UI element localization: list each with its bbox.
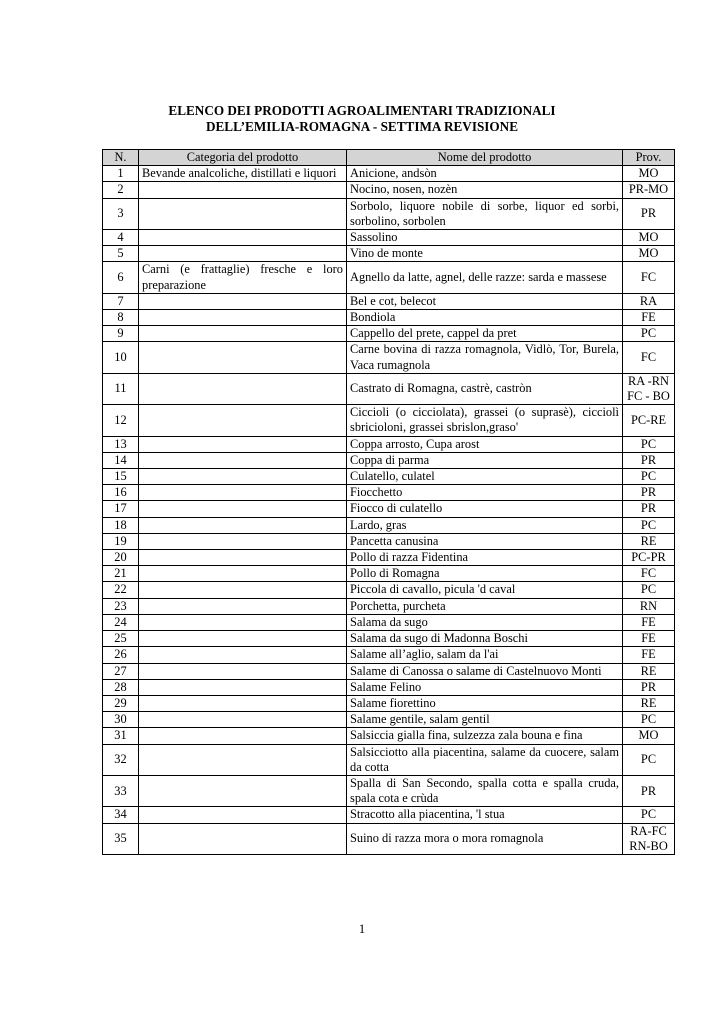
row-province: PC [623,469,675,485]
row-province: FC [623,566,675,582]
table-row [103,744,675,775]
row-category [139,663,347,679]
row-category [139,405,347,436]
row-number: 35 [103,823,139,854]
row-province: PC-RE [623,405,675,436]
row-product-name: Ciccioli (o cicciolata), grassei (o suprasè), cicciolì sbricioloni, grassei sbrislon,graso' [347,405,623,436]
document-title [0,103,724,134]
table-body [103,166,675,855]
row-category [139,631,347,647]
row-province: FC [623,342,675,373]
row-number: 28 [103,679,139,695]
table-row [103,566,675,582]
row-product-name: Pancetta canusina [347,533,623,549]
row-number: 12 [103,405,139,436]
header-category: Categoria del prodotto [139,150,347,166]
products-table [102,149,675,855]
row-number: 26 [103,647,139,663]
row-number: 22 [103,582,139,598]
table-row [103,469,675,485]
table-row [103,728,675,744]
row-province: RE [623,695,675,711]
row-province: MO [623,230,675,246]
row-province: PC [623,436,675,452]
table-row [103,293,675,309]
row-category [139,230,347,246]
row-category [139,695,347,711]
header-province: Prov. [623,150,675,166]
row-province: PR [623,452,675,468]
row-category [139,452,347,468]
row-number: 27 [103,663,139,679]
table-row [103,342,675,373]
row-category [139,679,347,695]
row-category [139,517,347,533]
row-number: 32 [103,744,139,775]
row-province: FC [623,262,675,293]
row-province: MO [623,246,675,262]
row-category [139,182,347,198]
row-product-name: Bondiola [347,310,623,326]
row-category [139,326,347,342]
row-category [139,598,347,614]
table-row [103,246,675,262]
row-product-name: Anicione, andsòn [347,166,623,182]
row-product-name: Salame Felino [347,679,623,695]
row-category [139,775,347,806]
row-number: 21 [103,566,139,582]
row-number: 6 [103,262,139,293]
row-province: PR [623,775,675,806]
row-number: 14 [103,452,139,468]
row-province: FE [623,631,675,647]
row-province: PC [623,517,675,533]
row-province: RA -RN FC - BO [623,373,675,404]
row-category: Bevande analcoliche, distillati e liquori [139,166,347,182]
row-number: 9 [103,326,139,342]
row-number: 30 [103,712,139,728]
row-province: RN [623,598,675,614]
row-product-name: Pollo di razza Fidentina [347,550,623,566]
page-number: 1 [358,921,366,936]
row-category [139,582,347,598]
table-row [103,485,675,501]
row-product-name: Coppa arrosto, Cupa arost [347,436,623,452]
table-row [103,631,675,647]
row-number: 5 [103,246,139,262]
row-category [139,198,347,229]
row-product-name: Nocino, nosen, nozèn [347,182,623,198]
table-row [103,182,675,198]
row-product-name: Bel e cot, belecot [347,293,623,309]
table-row [103,647,675,663]
header-number: N. [103,150,139,166]
table-row [103,582,675,598]
row-number: 15 [103,469,139,485]
row-category [139,436,347,452]
row-product-name: Salame fiorettino [347,695,623,711]
row-category [139,647,347,663]
table-row [103,405,675,436]
table-row [103,807,675,823]
title-line-1: ELENCO DEI PRODOTTI AGROALIMENTARI TRADIZIONALI [168,103,556,118]
row-category [139,469,347,485]
row-number: 3 [103,198,139,229]
row-category: Carni (e frattaglie) fresche e loro preparazione [139,262,347,293]
row-number: 13 [103,436,139,452]
row-category [139,373,347,404]
row-product-name: Castrato di Romagna, castrè, castròn [347,373,623,404]
row-product-name: Sorbolo, liquore nobile di sorbe, liquor ed sorbi, sorbolino, sorbolen [347,198,623,229]
row-product-name: Sassolino [347,230,623,246]
row-category [139,501,347,517]
row-province: FE [623,310,675,326]
row-province: PC [623,712,675,728]
table-row [103,166,675,182]
row-province: MO [623,728,675,744]
table-row [103,533,675,549]
table-row [103,310,675,326]
row-province: FE [623,614,675,630]
row-product-name: Salsiccia gialla fina, sulzezza zala bouna e fina [347,728,623,744]
row-product-name: Agnello da latte, agnel, delle razze: sarda e massese [347,262,623,293]
table-row [103,517,675,533]
row-category [139,550,347,566]
row-product-name: Carne bovina di razza romagnola, Vidlò, Tor, Burela, Vaca rumagnola [347,342,623,373]
row-province: PC [623,807,675,823]
row-product-name: Salama da sugo di Madonna Boschi [347,631,623,647]
table-row [103,598,675,614]
row-number: 33 [103,775,139,806]
row-product-name: Porchetta, purcheta [347,598,623,614]
row-product-name: Lardo, gras [347,517,623,533]
row-province: PR [623,198,675,229]
row-number: 18 [103,517,139,533]
row-product-name: Fiocco di culatello [347,501,623,517]
row-category [139,823,347,854]
row-product-name: Cappello del prete, cappel da pret [347,326,623,342]
row-product-name: Salame gentile, salam gentil [347,712,623,728]
row-product-name: Fiocchetto [347,485,623,501]
title-line-2: DELL’EMILIA-ROMAGNA - SETTIMA REVISIONE [205,118,519,134]
row-province: RA-FC RN-BO [623,823,675,854]
row-product-name: Salama da sugo [347,614,623,630]
row-product-name: Spalla di San Secondo, spalla cotta e spalla cruda, spala cota e crùda [347,775,623,806]
row-province: FE [623,647,675,663]
row-category [139,728,347,744]
row-province: PR [623,485,675,501]
table-row [103,823,675,854]
row-category [139,614,347,630]
table-row [103,614,675,630]
row-province: RE [623,663,675,679]
row-product-name: Piccola di cavallo, picula 'd caval [347,582,623,598]
row-number: 10 [103,342,139,373]
row-product-name: Salsicciotto alla piacentina, salame da cuocere, salam da cotta [347,744,623,775]
row-province: PC [623,582,675,598]
table-row [103,712,675,728]
row-number: 11 [103,373,139,404]
row-category [139,310,347,326]
table-row [103,230,675,246]
row-category [139,342,347,373]
row-number: 23 [103,598,139,614]
row-product-name: Salame di Canossa o salame di Castelnuovo Monti [347,663,623,679]
table-row [103,452,675,468]
row-number: 4 [103,230,139,246]
table-header-row [103,150,675,166]
row-number: 17 [103,501,139,517]
row-product-name: Suino di razza mora o mora romagnola [347,823,623,854]
table-row [103,198,675,229]
row-number: 19 [103,533,139,549]
row-number: 20 [103,550,139,566]
table-row [103,262,675,293]
row-product-name: Stracotto alla piacentina, 'l stua [347,807,623,823]
row-product-name: Pollo di Romagna [347,566,623,582]
row-province: PR-MO [623,182,675,198]
table-row [103,550,675,566]
row-category [139,807,347,823]
row-number: 8 [103,310,139,326]
table-row [103,663,675,679]
row-number: 24 [103,614,139,630]
row-province: PC [623,326,675,342]
row-product-name: Vino de monte [347,246,623,262]
row-province: RA [623,293,675,309]
row-province: MO [623,166,675,182]
row-number: 31 [103,728,139,744]
row-category [139,293,347,309]
row-province: RE [623,533,675,549]
row-province: PC [623,744,675,775]
row-category [139,712,347,728]
table-row [103,775,675,806]
table-row [103,679,675,695]
row-number: 7 [103,293,139,309]
row-number: 34 [103,807,139,823]
row-number: 2 [103,182,139,198]
row-category [139,533,347,549]
row-province: PC-PR [623,550,675,566]
table-row [103,373,675,404]
table-row [103,326,675,342]
table-row [103,436,675,452]
header-product-name: Nome del prodotto [347,150,623,166]
row-province: PR [623,501,675,517]
row-product-name: Coppa di parma [347,452,623,468]
row-product-name: Culatello, culatel [347,469,623,485]
row-number: 1 [103,166,139,182]
row-product-name: Salame all’aglio, salam da l'ai [347,647,623,663]
row-category [139,485,347,501]
row-category [139,744,347,775]
row-category [139,566,347,582]
row-category [139,246,347,262]
row-number: 29 [103,695,139,711]
row-number: 16 [103,485,139,501]
row-province: PR [623,679,675,695]
table-row [103,695,675,711]
table-row [103,501,675,517]
row-number: 25 [103,631,139,647]
